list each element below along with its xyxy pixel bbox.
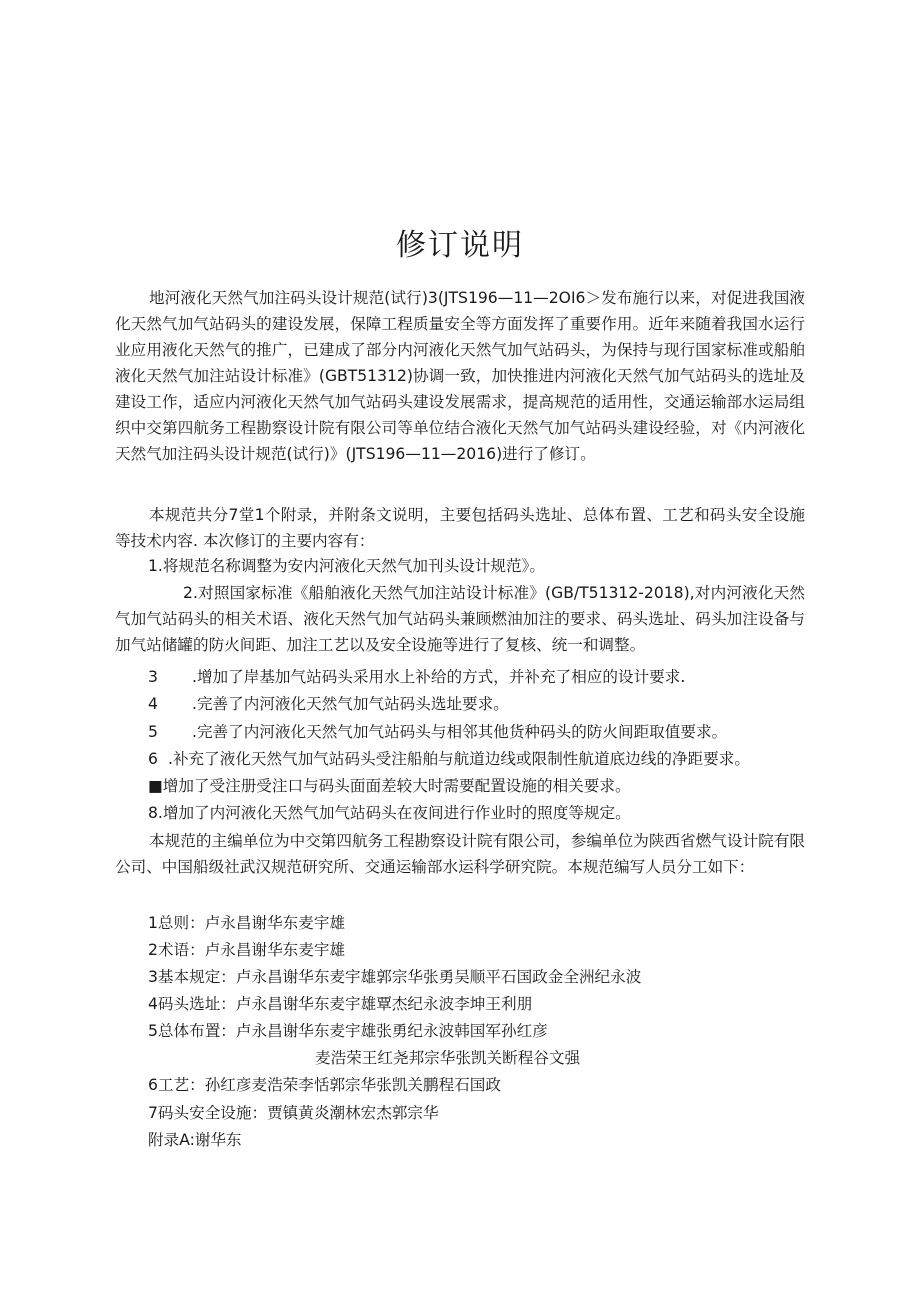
author-section-label: 1总则： xyxy=(148,914,205,932)
author-line xyxy=(148,1018,548,1044)
author-line-continued xyxy=(315,1045,580,1071)
list-item xyxy=(148,746,750,772)
item-text: 增加了受注册受注口与码头面面差较大时需要配置设施的相关要求。 xyxy=(162,777,631,795)
author-section-label: 3基本规定： xyxy=(148,968,236,986)
author-names: 贾镇黄炎潮林宏杰郭宗华 xyxy=(267,1104,439,1122)
author-line xyxy=(148,937,345,963)
item-number: 8. xyxy=(148,804,163,822)
list-item xyxy=(148,553,545,579)
author-names: 卢永昌谢华东麦宇雄 xyxy=(204,914,346,932)
page-title: 修订说明 xyxy=(396,228,524,263)
item-text: .补充了液化天然气加气站码头受注船舶与航道边线或限制性航道底边线的净距要求。 xyxy=(168,750,750,768)
item-text: 将规范名称调整为安内河液化天然气加刊头设计规范》。 xyxy=(162,557,545,575)
author-line xyxy=(148,1127,242,1153)
author-names: 麦浩荣王红尧邦宗华张凯关断程谷文强 xyxy=(315,1049,581,1067)
item-text: .完善了内河液化天然气加气站码头选址要求。 xyxy=(192,695,509,713)
author-section-label: 7码头安全设施： xyxy=(148,1104,268,1122)
author-section-label: 附录A: xyxy=(148,1131,195,1149)
author-names: 谢华东 xyxy=(194,1131,242,1149)
scope-paragraph: 本规范共分7堂1个附录，并附条文说明，主要包括码头选址、总体布置、工艺和码头安全设施等技术内容. 本次修订的主要内容有： xyxy=(115,506,805,550)
author-names: 孙红彦麦浩荣李恬郭宗华张凯关鹏程石国政 xyxy=(204,1076,501,1094)
item-number: 1. xyxy=(148,557,163,575)
author-names: 卢永昌谢华东麦宇雄覃杰纪永波李坤王利朋 xyxy=(235,995,533,1013)
item-number: 5 xyxy=(148,723,158,741)
item-number: ■ xyxy=(148,777,163,795)
author-section-label: 4码头选址： xyxy=(148,995,236,1013)
intro-paragraph: 地河液化天然气加注码头设计规范(试行)3(JTS196—11—2OI6＞发布施行以来，对促进我国液化天然气加气站码头的建设发展，保障工程质量安全等方面发挥了重要作用。近年来随着我国水运行业应用液化天然气的推广，已建成了部分内河液化天然气加气站码头，为保持与现行国家标准或船舶液化天然气加注站设计标准》(GBT51312)协调一致，加快推进内河液化天然气加气站码头的选址及建设工作，适应内河液化天然气加气站码头建设发展需求，提高规范的适用性，交通运输部水运局组织中交第四航务工程勘察设计院有限公司等单位结合液化天然气加气站码头建设经验，对《内河液化天然气加注码头设计规范(试行)》(JTS196—11—2016)进行了修订。 xyxy=(115,289,805,463)
author-line xyxy=(148,991,532,1017)
author-line xyxy=(148,910,345,936)
item-number: 4 xyxy=(148,695,158,713)
list-item xyxy=(148,800,631,826)
list-item xyxy=(148,719,727,745)
item-number: 6 xyxy=(148,750,158,768)
item-text: .完善了内河液化天然气加气站码头与相邻其他货种码头的防火间距取值要求。 xyxy=(192,723,728,741)
author-line xyxy=(148,1072,501,1098)
item-text: 增加了内河液化天然气加气站码头在夜间进行作业时的照度等规定。 xyxy=(162,804,631,822)
item-text: .对照国家标准《船舶液化天然气加注站设计标准》(GB/T51312-2018),对内河液化天然气加气站码头的相关术语、液化天然气加气站码头兼顾燃油加注的要求、码头选址、码头加注设备与加气站储罐的防火间距、加注工艺以及安全设施等进行了复核、统一和调整。 xyxy=(115,584,805,654)
author-names: 卢永昌谢华东麦宇雄郭宗华张勇吴顺平石国政金全洲纪永波 xyxy=(235,968,642,986)
list-item xyxy=(148,691,509,717)
editors-paragraph: 本规范的主编单位为中交第四航务工程勘察设计院有限公司，参编单位为陕西省燃气设计院有限公司、中国船级社武汉规范研究所、交通运输部水运科学研究院。本规范编写人员分工如下： xyxy=(115,832,805,876)
list-item xyxy=(148,664,685,690)
item-text: .增加了岸基加气站码头采用水上补给的方式，并补充了相应的设计要求. xyxy=(192,668,686,686)
item-number: 3 xyxy=(148,668,158,686)
author-line xyxy=(148,1100,439,1126)
author-section-label: 5总体布置： xyxy=(148,1022,236,1040)
author-section-label: 2术语： xyxy=(148,941,205,959)
item-number: 2 xyxy=(183,584,193,602)
author-names: 卢永昌谢华东麦宇雄 xyxy=(204,941,346,959)
author-section-label: 6工艺： xyxy=(148,1076,205,1094)
author-line xyxy=(148,964,641,990)
author-names: 卢永昌谢华东麦宇雄张勇纪永波韩国军孙红彦 xyxy=(235,1022,548,1040)
list-item xyxy=(148,773,631,799)
list-item xyxy=(115,580,805,658)
